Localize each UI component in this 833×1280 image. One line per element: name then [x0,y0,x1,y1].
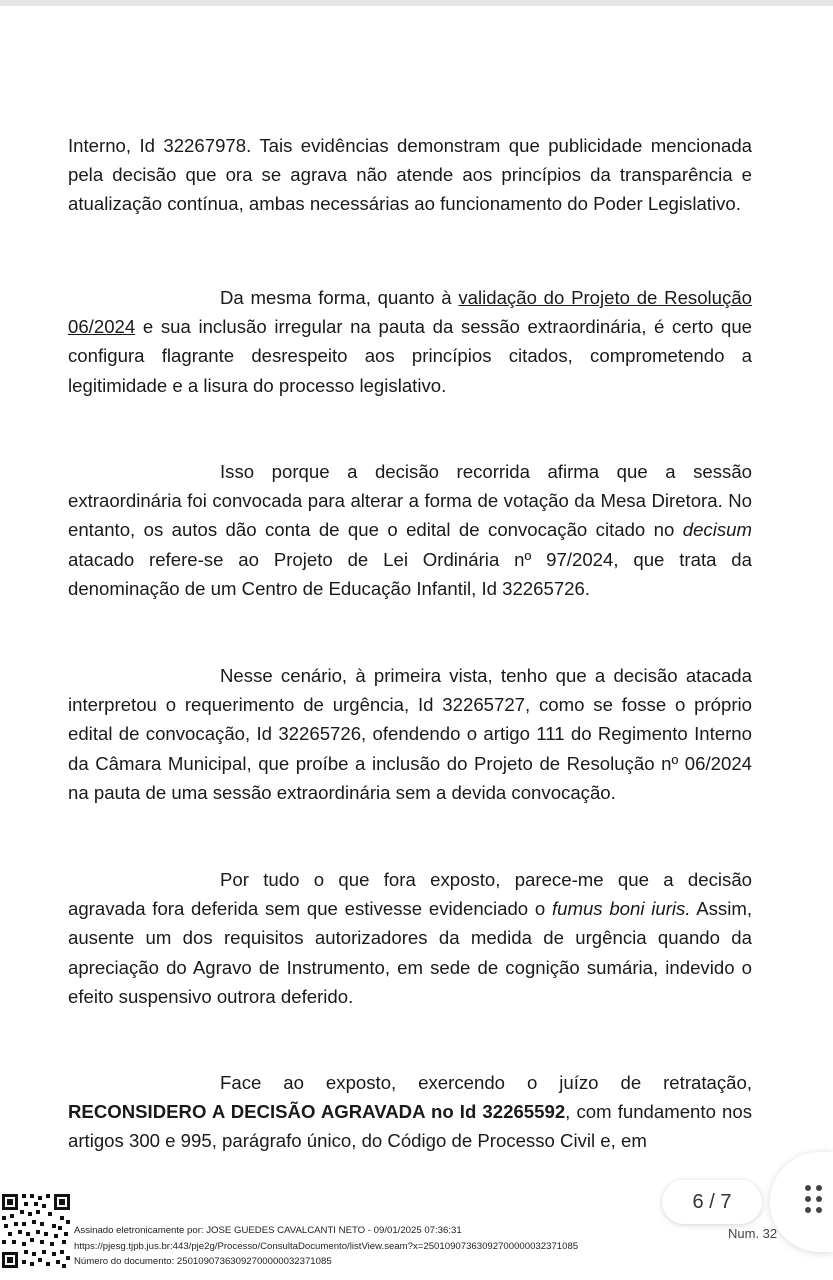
top-edge-bar [0,0,833,6]
paragraph-4 [68,661,752,807]
paragraph-3-text-start: Isso porque a decisão recorrida afirma que a sessão extraordinária foi convocada para alterar a forma de votação da Mesa Diretora. No entanto, os autos dão conta de que o edital de convocação citado no [68,461,752,541]
paragraph-6 [68,1068,752,1156]
paragraph-4-text: Nesse cenário, à primeira vista, tenho que a decisão atacada interpretou o requerimento de urgência, Id 32265727, como se fosse o próprio edital de convocação, Id 32265726, ofendendo o artigo 111 do Regimento Interno da Câmara Municipal, que proíbe a inclusão do Projeto de Resolução nº 06/2024 na pauta de uma sessão extraordinária sem a devida convocação. [68,665,752,803]
paragraph-2-underlined: validação do Projeto de Resolução 06/2024 [68,287,753,338]
footer-signed-by: Assinado eletronicamente por: JOSE GUEDES CAVALCANTI NETO - 09/01/2025 07:36:31 [74,1225,462,1236]
paragraph-5-italic: fumus boni iuris. [551,898,691,920]
paragraph-2 [68,283,752,400]
footer-doc-number: Número do documento: 25010907363092700000032371085 [74,1256,332,1267]
paragraph-2-text-start: Da mesma forma, quanto à [220,287,459,308]
paragraph-1-text: Interno, Id 32267978. Tais evidências demonstram que publicidade mencionada pela decisão que ora se agrava não atende aos princípios da transparência e atualização contínua, ambas necessárias ao funcionamento do Poder Legislativo. [68,135,752,215]
paragraph-2-text-end: e sua inclusão irregular na pauta da sessão extraordinária, é certo que configura flagrante desrespeito aos princípios citados, comprometendo a legitimidade e a lisura do processo legislativo. [68,316,752,396]
paragraph-6-text-start: Face ao exposto, exercendo o juízo de retratação, [220,1072,752,1093]
paragraph-5-text-start: Por tudo o que fora exposto, parece-me que a decisão agravada fora deferida sem que estivesse evidenciado o [68,869,752,920]
paragraph-1 [68,131,752,219]
paragraph-5-text-end: Assim, ausente um dos requisitos autorizadores da medida de urgência quando da apreciação do Agravo de Instrumento, em sede de cognição sumária, indevido o efeito suspensivo outrora deferido. [68,898,752,1007]
footer-url[interactable]: https://pjesg.tjpb.jus.br:443/pje2g/Processo/ConsultaDocumento/listView.seam?x=25010907363092700000032371085 [74,1241,579,1252]
paragraph-3 [68,457,752,603]
grid-dots-icon [804,1184,824,1218]
paragraph-3-text-end: atacado refere-se ao Projeto de Lei Ordinária nº 97/2024, que trata da denominação de um Centro de Educação Infantil, Id 32265726. [68,548,752,599]
num-label: Num. 32 [728,1226,778,1241]
paragraph-6-bold: RECONSIDERO A DECISÃO AGRAVADA no Id 32265592 [68,1101,566,1123]
paragraph-3-italic: decisum [682,519,752,541]
qr-code [0,1192,72,1270]
paragraph-5 [68,865,752,1011]
page-indicator: 6 / 7 [662,1180,762,1224]
grid-menu-button[interactable] [770,1152,833,1252]
paragraph-6-text-end: , com fundamento nos artigos 300 e 995, parágrafo único, do Código de Processo Civil e, em [68,1101,753,1152]
